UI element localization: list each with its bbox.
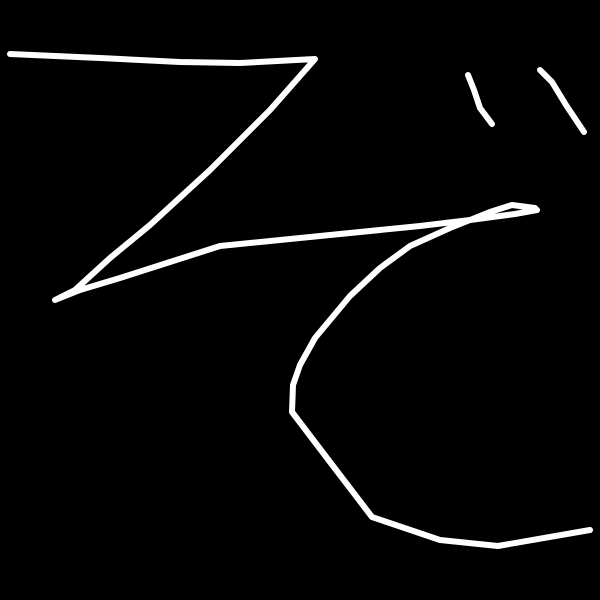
dakuten-mark-left xyxy=(468,75,492,124)
dakuten-mark-right xyxy=(540,70,584,132)
curved-stroke xyxy=(292,205,590,546)
zigzag-stroke xyxy=(10,54,537,300)
